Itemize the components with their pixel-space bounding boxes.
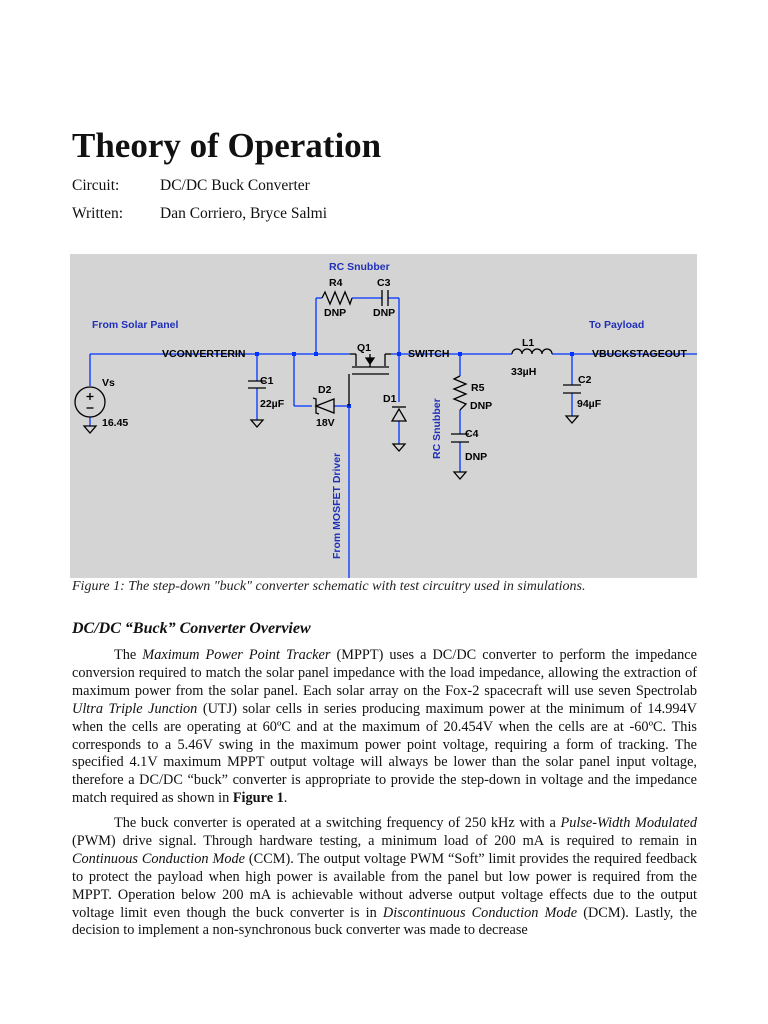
l1-value: 33µH xyxy=(511,366,537,378)
schematic-component-labels xyxy=(102,277,687,463)
written-label: Written: xyxy=(72,205,124,222)
d1-label: D1 xyxy=(383,393,397,405)
p2-text-g: (DCM). Lastly, the decision to implement a non-synchronous buck converter was made to decrease xyxy=(72,904,697,939)
paragraph-1 xyxy=(72,647,697,808)
vbuckstageout-label: VBUCKSTAGEOUT xyxy=(592,348,687,360)
inductor-l1-symbol xyxy=(512,349,552,354)
d2-value: 18V xyxy=(316,417,335,429)
p1-term-mppt: Maximum Power Point Tracker xyxy=(142,647,331,663)
switch-label: SWITCH xyxy=(408,348,450,360)
from-mosfet-driver-label: From MOSFET Driver xyxy=(331,452,343,559)
resistor-r5-symbol xyxy=(454,376,466,410)
from-solar-panel-label: From Solar Panel xyxy=(92,319,179,331)
ground-symbol xyxy=(393,444,405,451)
capacitor-c3-symbol xyxy=(382,290,388,306)
wires xyxy=(90,298,697,578)
section-heading: DC/DC “Buck” Converter Overview xyxy=(72,620,311,637)
rc-snubber-side-label: RC Snubber xyxy=(431,398,443,459)
schematic-figure xyxy=(70,254,697,578)
p1-text-e: (UTJ) solar cells in series producing maximum power at the minimum of 14.994V when the cells are operating at 60ºC and at the maximum of 20.454V when the cells are at -60ºC. This corresponds to a 5.46V swing in the maximum power point voltage, requiring a form of tracking. The specified 4.1V maximum MPPT output voltage will always be lower than the solar panel input voltage, therefore a DC/DC “buck” converter is appropriate to provide the step-down in voltage and the impedance match required as shown in xyxy=(72,700,697,807)
c2-value: 94µF xyxy=(577,398,602,410)
p2-text-a: The buck converter is operated at a switching frequency of 250 kHz with a xyxy=(114,815,561,831)
p2-text-e: (CCM). The output voltage PWM “Soft” limit provides the required feedback to protect the payload when high power is available from the panel but low power is required from the MPPT. Operation below 200 mA is achievable without adverse output voltage effects due to the output voltage limit even though the buck converter is in xyxy=(72,850,697,921)
resistor-r4-symbol xyxy=(322,292,352,304)
ground-symbol xyxy=(566,416,578,423)
circuit-value: DC/DC Buck Converter xyxy=(160,177,310,194)
schematic-svg xyxy=(70,254,697,578)
vconverterin-label: VCONVERTERIN xyxy=(162,348,246,360)
written-line xyxy=(72,205,327,223)
to-payload-label: To Payload xyxy=(589,319,645,331)
circuit-line xyxy=(72,177,310,195)
p1-text-g: . xyxy=(283,790,288,807)
c1-label: C1 xyxy=(260,375,274,387)
p1-term-utj: Ultra Triple Junction xyxy=(72,700,198,717)
vs-label: Vs xyxy=(102,377,115,389)
q1-label: Q1 xyxy=(357,342,372,354)
diode-d1-symbol xyxy=(392,407,406,421)
schematic-net-labels xyxy=(92,261,644,559)
p1-figure-ref: Figure 1 xyxy=(232,790,284,807)
paragraph-2 xyxy=(72,815,697,940)
p1-text-a: The xyxy=(114,647,143,663)
d2-label: D2 xyxy=(318,384,332,396)
p2-term-dcm: Discontinuous Conduction Mode xyxy=(382,904,578,921)
c4-label: C4 xyxy=(465,428,479,440)
c4-value: DNP xyxy=(465,451,488,463)
r4-value: DNP xyxy=(324,307,347,319)
p2-term-pwm: Pulse-Width Modulated xyxy=(560,815,697,831)
vs-value: 16.45 xyxy=(102,417,129,429)
c3-value: DNP xyxy=(373,307,396,319)
p1-text-c: (MPPT) uses a DC/DC converter to perform the impedance conversion required to match the solar panel impedance with the load impedance, allowing the extraction of maximum power from the solar panel. Each solar array on the Fox-2 spacecraft will use seven Spectrolab xyxy=(72,647,697,699)
r5-label: R5 xyxy=(471,382,485,394)
capacitor-c2-symbol xyxy=(563,385,581,393)
r4-label: R4 xyxy=(329,277,343,289)
ground-symbol xyxy=(84,426,96,433)
figure-caption: Figure 1: The step-down "buck" converter schematic with test circuitry used in simulations. xyxy=(72,579,586,594)
page-title: Theory of Operation xyxy=(72,126,382,165)
junction-dots xyxy=(255,352,574,408)
r5-value: DNP xyxy=(470,400,493,412)
ground-symbol xyxy=(251,420,263,427)
ground-symbol xyxy=(454,472,466,479)
c2-label: C2 xyxy=(578,374,592,386)
written-value: Dan Corriero, Bryce Salmi xyxy=(160,205,328,222)
c1-value: 22µF xyxy=(260,398,285,410)
voltage-source-symbol xyxy=(75,387,105,417)
rc-snubber-top-label: RC Snubber xyxy=(329,261,390,273)
circuit-label: Circuit: xyxy=(72,177,120,194)
p2-term-ccm: Continuous Conduction Mode xyxy=(72,850,246,867)
c3-label: C3 xyxy=(377,277,391,289)
zener-diode-d2-symbol xyxy=(313,398,334,414)
l1-label: L1 xyxy=(522,337,535,349)
p2-text-c: (PWM) drive signal. Through hardware testing, a minimum load of 200 mA is required to remain in xyxy=(72,832,697,849)
